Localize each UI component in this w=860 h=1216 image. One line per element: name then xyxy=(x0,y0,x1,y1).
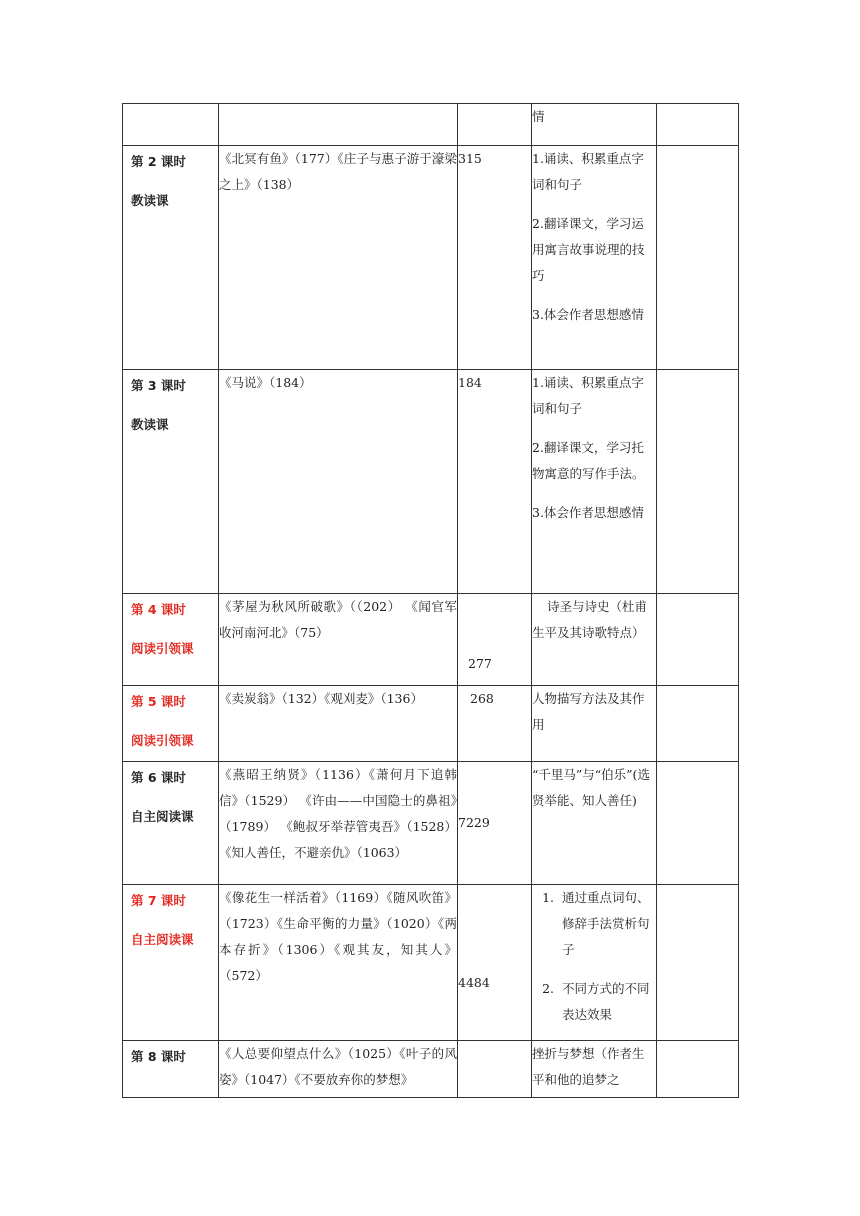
goals-cell xyxy=(532,1041,657,1098)
table-row xyxy=(123,1041,739,1098)
words-cell xyxy=(458,104,532,146)
notes-cell xyxy=(657,370,739,594)
word-count: 184 xyxy=(458,370,532,594)
goal-item: “千里马”与“伯乐”(选贤举能、知人善任) xyxy=(532,767,650,808)
word-count: 277 xyxy=(458,594,532,686)
lesson-plan-table xyxy=(122,103,739,1098)
notes-cell xyxy=(657,146,739,370)
goal-item: 1. 通过重点词句、修辞手法赏析句子 xyxy=(558,885,656,963)
lesson-cell xyxy=(123,885,219,1041)
texts-cell: 《卖炭翁》（132）《观刈麦》（136） xyxy=(219,686,458,762)
lesson-number: 第 5 课时 xyxy=(131,694,186,709)
texts-cell: 《燕昭王纳贤》（1136）《萧何月下追韩信》（1529） 《许由——中国隐士的鼻祖》（1789） 《鲍叔牙举荐管夷吾》（1528）《知人善任，不避亲仇》（1063） xyxy=(219,762,458,885)
texts-cell: 《茅屋为秋风所破歌》（（202） 《闻官军收河南河北》（75） xyxy=(219,594,458,686)
texts-cell: 《人总要仰望点什么》（1025）《叶子的风姿》（1047）《不要放弃你的梦想》 xyxy=(219,1041,458,1098)
texts-cell: 《马说》（184） xyxy=(219,370,458,594)
notes-cell xyxy=(657,1041,739,1098)
texts-cell: 《北冥有鱼》（177）《庄子与惠子游于濠梁之上》（138） xyxy=(219,146,458,370)
goal-item: 1.诵读、积累重点字词和句子 xyxy=(532,151,644,192)
lesson-cell xyxy=(123,1041,219,1098)
lesson-number: 第 7 课时 xyxy=(131,893,186,908)
lesson-cell xyxy=(123,146,219,370)
goals-cell xyxy=(532,104,657,146)
lesson-number: 第 3 课时 xyxy=(131,378,186,393)
goals-cell xyxy=(532,885,657,1041)
lesson-cell xyxy=(123,104,219,146)
table-row xyxy=(123,885,739,1041)
lesson-type: 阅读引领课 xyxy=(131,733,194,748)
lesson-cell xyxy=(123,594,219,686)
goals-cell xyxy=(532,762,657,885)
word-count: 4484 xyxy=(458,885,532,1041)
table-row xyxy=(123,146,739,370)
lesson-type: 自主阅读课 xyxy=(131,809,194,824)
notes-cell xyxy=(657,104,739,146)
goals-cell xyxy=(532,146,657,370)
word-count: 315 xyxy=(458,146,532,370)
goals-cell xyxy=(532,370,657,594)
lesson-type: 阅读引领课 xyxy=(131,641,194,656)
notes-cell xyxy=(657,885,739,1041)
lesson-number: 第 4 课时 xyxy=(131,602,186,617)
table-row xyxy=(123,594,739,686)
table-row xyxy=(123,686,739,762)
goal-item: 2.翻译课文，学习托物寓意的写作手法。 xyxy=(532,440,645,481)
table-row xyxy=(123,762,739,885)
lesson-cell xyxy=(123,370,219,594)
goal-item: 2. 不同方式的不同表达效果 xyxy=(558,976,656,1028)
notes-cell xyxy=(657,594,739,686)
goal-item: 挫折与梦想（作者生平和他的追梦之 xyxy=(532,1046,645,1087)
goal-item: 情 xyxy=(532,109,545,124)
goal-item: 1.诵读、积累重点字词和句子 xyxy=(532,375,644,416)
lesson-cell xyxy=(123,686,219,762)
lesson-number: 第 2 课时 xyxy=(131,154,186,169)
lesson-number: 第 6 课时 xyxy=(131,770,186,785)
word-count: 268 xyxy=(458,686,532,762)
notes-cell xyxy=(657,762,739,885)
texts-cell: 《像花生一样活着》（1169）《随风吹笛》（1723）《生命平衡的力量》（1020）《两本存折》（1306）《观其友，知其人》（572） xyxy=(219,885,458,1041)
table-row xyxy=(123,104,739,146)
lesson-number: 第 8 课时 xyxy=(131,1049,186,1064)
lesson-cell xyxy=(123,762,219,885)
goals-cell xyxy=(532,594,657,686)
texts-cell xyxy=(219,104,458,146)
word-count: 7229 xyxy=(458,762,532,885)
goal-list xyxy=(532,885,656,1028)
goal-item: 人物描写方法及其作用 xyxy=(532,691,645,732)
goal-item: 2.翻译课文，学习运用寓言故事说理的技巧 xyxy=(532,216,645,283)
word-count xyxy=(458,1041,532,1098)
lesson-type: 教读课 xyxy=(131,417,169,432)
lesson-type: 自主阅读课 xyxy=(131,932,194,947)
table-row xyxy=(123,370,739,594)
goals-cell xyxy=(532,686,657,762)
goal-item: 3.体会作者思想感情 xyxy=(532,307,644,322)
lesson-type: 教读课 xyxy=(131,193,169,208)
goal-item: 3.体会作者思想感情 xyxy=(532,505,644,520)
notes-cell xyxy=(657,686,739,762)
goal-item: 诗圣与诗史（杜甫生平及其诗歌特点） xyxy=(532,599,648,640)
